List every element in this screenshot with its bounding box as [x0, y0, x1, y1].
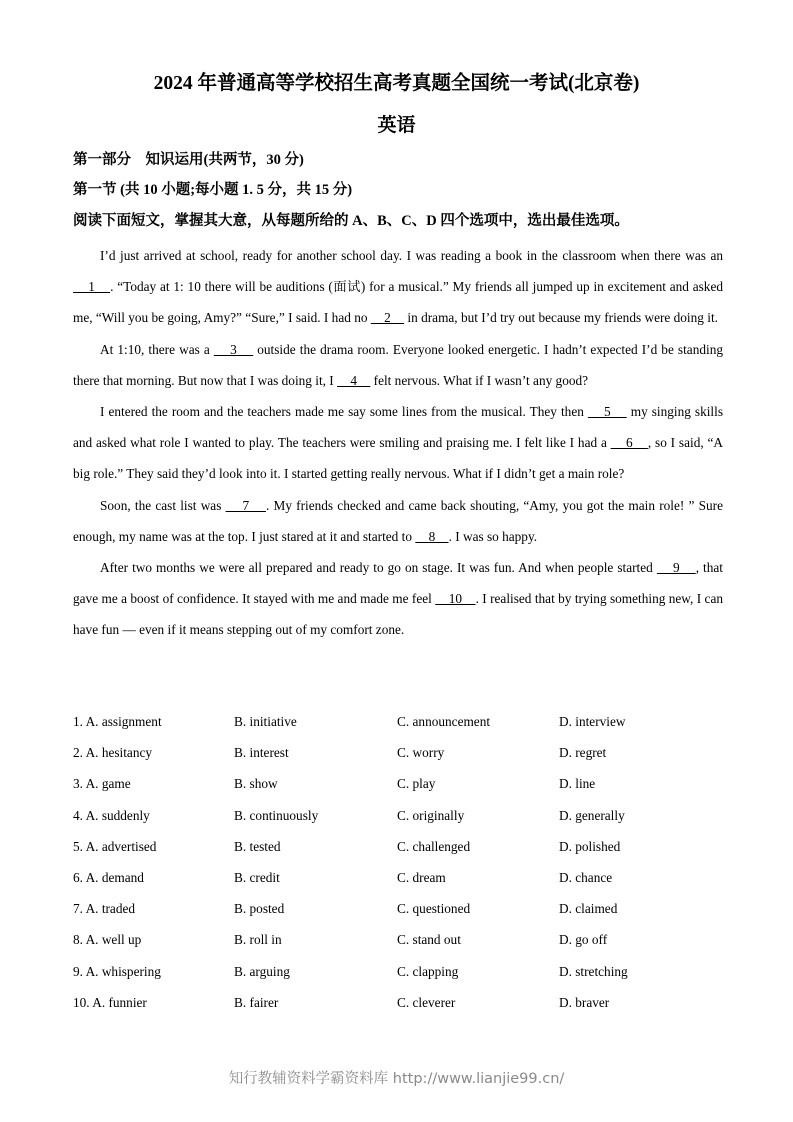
passage-paragraph: I’d just arrived at school, ready for another school day. I was reading a book in the classroom when there was an 1 . “Today at 1: 10 there will be auditions (面试) for a musical.” My friends all jumped up in excitement and asked me, “Will you be going, Amy?” “Sure,” I said. I had no 2 in drama, but I’d try out because my friends were doing it. [73, 248, 724, 326]
option-b: B. arguing [234, 963, 290, 979]
footer-watermark: 知行教辅资料学霸资料库 http://www.lianjie99.cn/ [228, 1071, 565, 1087]
option-b: B. posted [234, 901, 285, 917]
instruction-text: 阅读下面短文，掌握其大意，从每题所给的 A、B、C、D 四个选项中，选出最佳选项。 [73, 213, 629, 229]
subsection-heading: 第一节 (共 10 小题;每小题 1. 5 分，共 15 分) [73, 182, 353, 198]
passage-paragraph: At 1:10, there was a 3 outside the drama room. Everyone looked energetic. I hadn’t expected I’d be standing there that morning. But now that I was doing it, I 4 felt nervous. What if I wasn’t any good? [73, 341, 723, 388]
option-a: 7. A. traded [73, 901, 136, 917]
option-row [73, 990, 733, 1021]
option-d: D. regret [559, 745, 607, 761]
option-d: D. stretching [559, 963, 628, 979]
blank-1: 1 [73, 279, 111, 295]
option-b: B. continuously [234, 807, 319, 823]
option-a: 6. A. demand [73, 869, 144, 885]
passage-paragraph: I entered the room and the teachers made me say some lines from the musical. They then 5 my singing skills and asked what role I wanted to play. The teachers were smiling and praising me. I felt like I had a 6 , so I said, “A big role.” They said they’d look into it. I started getting really nervous. What if I didn’t get a main role? [73, 404, 723, 482]
option-row [73, 865, 733, 896]
passage-paragraph: After two months we were all prepared and ready to go on stage. It was fun. And when people started 9 , that gave me a boost of confidence. It stayed with me and made me feel 10 . I realised that by trying something new, I can have fun — even if it means stepping out of my comfort zone. [73, 560, 724, 638]
option-a: 1. A. assignment [73, 714, 162, 729]
blank-2: 2 [370, 310, 405, 326]
option-b: B. fairer [234, 994, 279, 1010]
option-a: 8. A. well up [73, 932, 142, 948]
option-c: C. originally [397, 807, 465, 823]
reading-passage [73, 240, 723, 646]
option-a: 3. A. game [73, 776, 131, 792]
option-row [73, 959, 733, 990]
subject-heading: 英语 [377, 115, 416, 136]
option-b: B. initiative [234, 714, 297, 729]
option-a: 9. A. whispering [73, 963, 161, 979]
option-c: C. challenged [397, 838, 471, 854]
option-row [73, 834, 733, 865]
option-row [73, 740, 733, 771]
option-a: 10. A. funnier [73, 994, 147, 1010]
option-row [73, 771, 733, 802]
option-d: D. interview [559, 714, 626, 729]
option-b: B. credit [234, 869, 280, 885]
option-d: D. chance [559, 869, 613, 885]
option-row [73, 896, 733, 927]
option-c: C. questioned [397, 901, 471, 917]
blank-10: 10 [435, 591, 476, 607]
option-b: B. interest [234, 745, 289, 761]
option-b: B. roll in [234, 932, 282, 948]
option-d: D. go off [559, 932, 608, 948]
option-d: D. generally [559, 807, 625, 823]
option-row [73, 709, 733, 740]
option-c: C. stand out [397, 932, 461, 948]
option-d: D. braver [559, 994, 610, 1010]
option-d: D. polished [559, 838, 621, 854]
option-c: C. play [397, 776, 436, 792]
option-c: C. cleverer [397, 994, 456, 1010]
answer-options [73, 709, 733, 1021]
blank-9: 9 [656, 560, 696, 576]
blank-5: 5 [587, 404, 627, 420]
section-heading: 第一部分 知识运用(共两节，30 分) [73, 152, 304, 168]
option-row [73, 927, 733, 958]
blank-3: 3 [213, 341, 254, 357]
option-d: D. claimed [559, 901, 618, 917]
blank-6: 6 [610, 435, 648, 451]
option-a: 4. A. suddenly [73, 807, 150, 823]
option-row [73, 803, 733, 834]
option-d: D. line [559, 776, 596, 792]
page-title: 2024 年普通高等学校招生高考真题全国统一考试(北京卷) [153, 73, 640, 94]
option-c: C. announcement [397, 714, 491, 729]
option-c: C. dream [397, 869, 446, 885]
blank-4: 4 [337, 372, 371, 388]
option-c: C. worry [397, 745, 445, 761]
option-a: 5. A. advertised [73, 838, 157, 854]
option-a: 2. A. hesitancy [73, 745, 153, 761]
blank-7: 7 [225, 497, 266, 513]
passage-paragraph: Soon, the cast list was 7 . My friends checked and came back shouting, “Amy, you got the main role! ” Sure enough, my name was at the top. I just stared at it and started to 8 . I was so happy. [73, 497, 723, 544]
option-b: B. show [234, 776, 278, 792]
option-c: C. clapping [397, 963, 459, 979]
blank-8: 8 [415, 528, 449, 544]
option-b: B. tested [234, 838, 281, 854]
